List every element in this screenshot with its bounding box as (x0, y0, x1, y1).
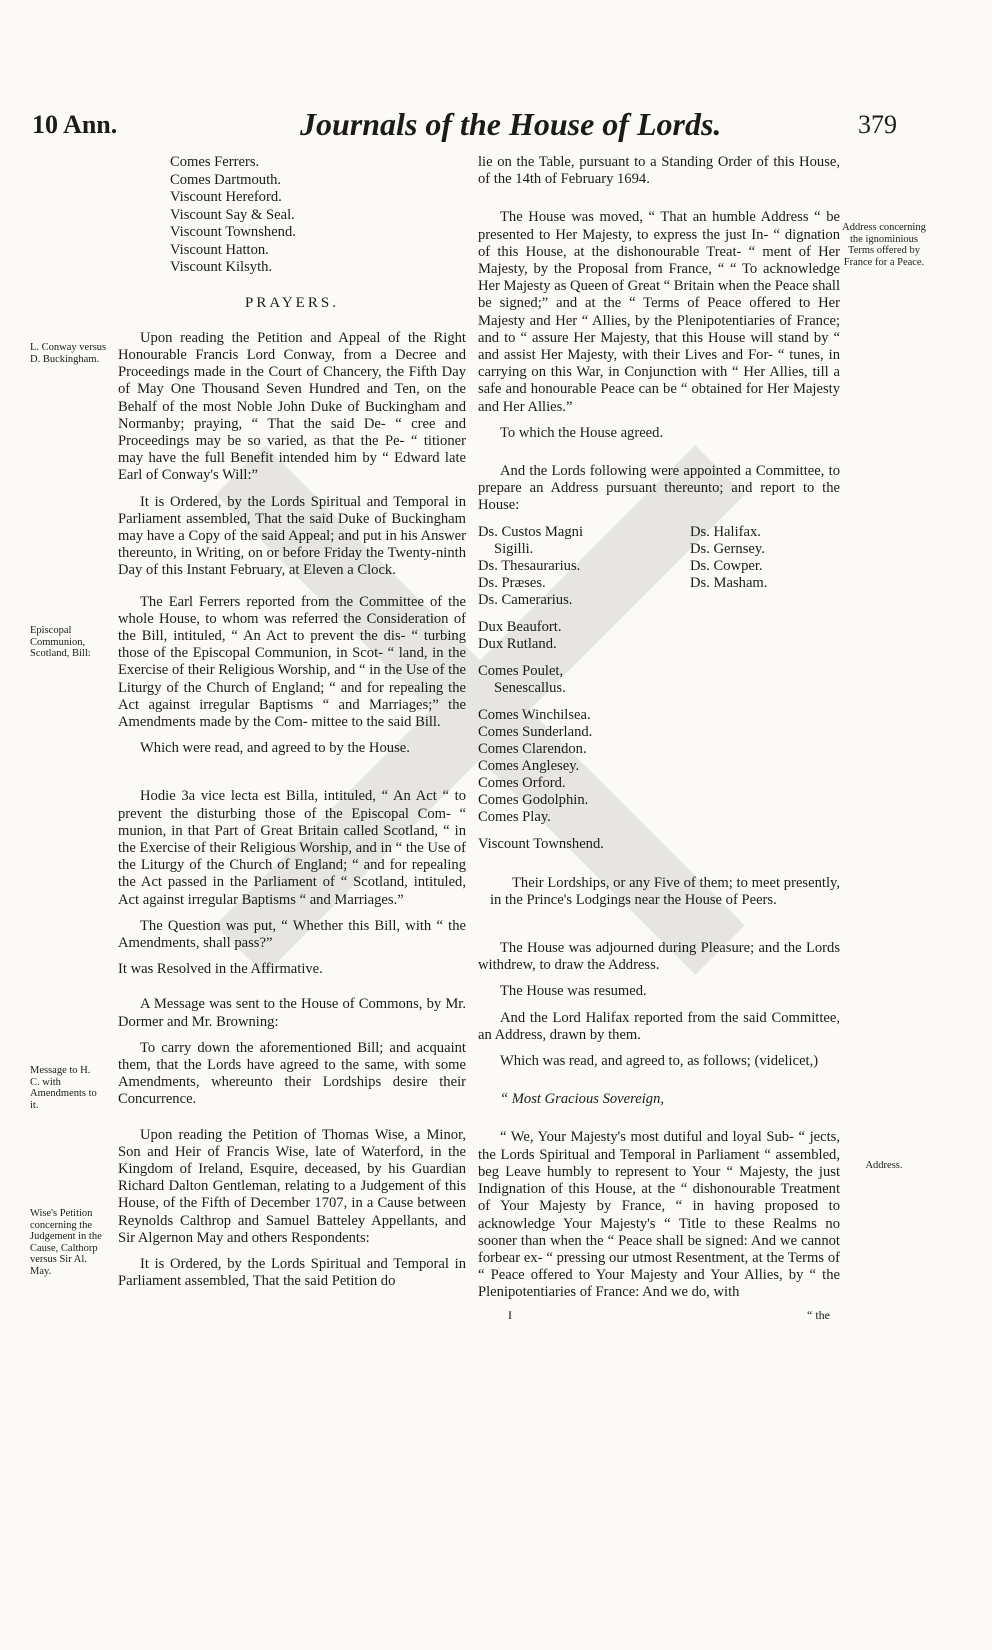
conway-entry (118, 330, 466, 580)
address-read: Which was read, and agreed to, as follows; (videlicet,) (500, 1053, 819, 1070)
committee-member: Comes Poulet, (478, 662, 564, 679)
wise-entry (118, 1127, 466, 1291)
committee-member: Comes Godolphin. (478, 791, 589, 808)
committee-member: Ds. Camerarius. (478, 591, 573, 608)
attendance-name: Comes Ferrers. (170, 154, 260, 170)
reign-header: 10 Ann. (32, 110, 118, 139)
episcopal-resolved: It was Resolved in the Affirmative. (118, 961, 323, 978)
committee-member: Comes Orford. (478, 774, 566, 791)
house-resumed: The House was resumed. (500, 983, 647, 1000)
committee-member: Ds. Custos Magni (478, 523, 584, 540)
committee-member: Ds. Masham. (690, 574, 768, 591)
halifax-reported: And the Lord Halifax reported from the said Committee, an Address, drawn by them. (478, 1009, 840, 1043)
committee-member: Comes Winchilsea. (478, 706, 591, 723)
episcopal-entry (118, 594, 466, 979)
margin-note-wise: Wise's Petition concerning the Judgement in the Cause, Calthorp versus Sir Al. May. (30, 1208, 102, 1277)
episcopal-third-reading: Hodie 3a vice lecta est Billa, intituled, “ An Act “ to prevent the disturbing those of the Episcopal Com- “ munion, in that Part of Great Britain called Scotland, “ in the Exercise of their Religious Worship, and in “ the Use of the Liturgy of the Church of England; “ and for repealing the Act passed in the Parliament of “ Scotland, intituled, Act against irregular Baptisms “ and Marriages.” (118, 788, 466, 908)
left-column (118, 154, 466, 1299)
address-text: “ We, Your Majesty's most dutiful and loyal Sub- “ jects, the Lords Spiritual and Temporal in Parliament “ assembled, beg Leave humbly to represent to Your “ Majesty, the just Indignation of this House, at the “ dishonourable Treatment of Your Majesty by France, “ in having proposed to acknowledge Your Majesty's “ Title to these Realms no sooner than when the “ Peace shall be signed: And we cannot forbear ex- “ pressing our utmost Resentment, at the Terms of “ Peace offered to Your Majesty and Your Allies, by “ the Plenipotentiaries of France: And we do, with (478, 1129, 840, 1301)
page-number: 379 (858, 110, 897, 139)
committee-member: Comes Clarendon. (478, 740, 587, 757)
committee-member: Ds. Halifax. (690, 523, 761, 540)
committee-member: Sigilli. (494, 540, 534, 557)
house-moved: The House was moved, “ That an humble Address “ be presented to Her Majesty, to express the just In- “ dignation of this House, at the dishonourable Treat- “ ment of Her Majesty, by the Proposal from France, “ “ To acknowledge Her Majesty as Queen of Great “ Britain when the Peace shall be signed;” and at the “ Terms of Peace offered to Her Majesty and Her “ Allies, by the Plenipotentiaries of France; and to “ assure Her Majesty, that this House will stand by “ and assist Her Majesty, with their Lives and For- “ tunes, in carrying on this War, in Conjunction with “ Her Allies, till a safe and honourable Peace can be “ obtained for Her Majesty and Her Allies.” (478, 209, 840, 415)
committee-member: Comes Play. (478, 808, 551, 825)
wise-petition: Upon reading the Petition of Thomas Wise, a Minor, Son and Heir of Francis Wise, late of Waterford, in the Kingdom of Ireland, Esquire, deceased, by his Guardian Richard Dalton Gentleman, relating to a Judgement of this House, of the Fifth of December 1707, in a Cause between Reynolds Calthrop and Samuel Batteley Appellants, and Sir Algernon May and others Respondents: (118, 1126, 466, 1246)
margin-note-episcopal: Episcopal Communion, Scotland, Bill: (30, 625, 91, 659)
episcopal-question: The Question was put, “ Whether this Bill, with “ the Amendments, shall pass?” (118, 917, 466, 951)
margin-note-address: Address. (865, 1160, 903, 1171)
lordships-meet: Their Lordships, or any Five of them; to meet presently, in the Prince's Lodgings near the House of Peers. (490, 874, 840, 908)
attendance-name: Viscount Say & Seal. (170, 206, 295, 223)
committee-member: Comes Anglesey. (478, 757, 580, 774)
address-salutation: “ Most Gracious Sovereign, (500, 1091, 665, 1108)
message-sent: A Message was sent to the House of Commons, by Mr. Dormer and Mr. Browning: (118, 996, 466, 1030)
house-adjourned: The House was adjourned during Pleasure; and the Lords withdrew, to draw the Address. (478, 940, 840, 974)
committee-member: Dux Beaufort. (478, 618, 562, 635)
committee-member: Ds. Thesaurarius. (478, 557, 581, 574)
committee-list (478, 524, 840, 853)
right-column (478, 154, 840, 1324)
committee-member: Dux Rutland. (478, 635, 557, 652)
message-entry (118, 996, 466, 1108)
attendance-name: Viscount Kilsyth. (170, 259, 273, 275)
attendance-name: Comes Dartmouth. (170, 171, 282, 188)
attendance-name: Viscount Hereford. (170, 189, 282, 205)
table-order-continued: lie on the Table, pursuant to a Standing Order of this House, of the 14th of February 1694. (478, 154, 840, 188)
committee-member: Senescallus. (494, 679, 566, 696)
episcopal-report: The Earl Ferrers reported from the Committee of the whole House, to whom was referred the Consideration of the Bill, intituled, “ An Act to prevent the dis- “ turbing those of the Episcopal Communion, in Scot- “ land, in the Exercise of their Religious Worship, and “ in the Use of the Liturgy of the Church of England; “ and for repealing the Act against irregular Baptisms “ and Marriages;” the Amendments made by the Com- mittee to the said Bill. (118, 593, 466, 730)
committee-member: Ds. Præses. (478, 574, 546, 591)
margin-note-address-terms: Address concerning the ignominious Terms offered by France for a Peace. (842, 222, 926, 268)
page-title: Journals of the House of Lords. (300, 106, 722, 142)
committee-member: Ds. Gernsey. (690, 540, 765, 557)
prayers-heading: PRAYERS. (245, 294, 339, 311)
committee-member: Viscount Townshend. (478, 835, 604, 852)
margin-note-conway: L. Conway versus D. Buckingham. (30, 342, 107, 365)
margin-note-message: Message to H. C. with Amendments to it. (30, 1065, 97, 1111)
attendance-name: Viscount Townshend. (170, 224, 296, 240)
conway-petition: Upon reading the Petition and Appeal of the Right Honourable Francis Lord Conway, from a Decree and Proceedings made in the Court of Chancery, the Fifth Day of May One Thousand Seven Hundred and Ten, on the Behalf of the most Noble John Duke of Buckingham and Normanby; praying, “ That the said De- “ cree and Proceedings may be so varied, as that the Pe- “ titioner may have the full Benefit intended him by “ Edward late Earl of Conway's Will:” (118, 329, 466, 484)
wise-order: It is Ordered, by the Lords Spiritual and Temporal in Parliament assembled, That the said Petition do (118, 1256, 466, 1290)
committee-appointed: And the Lords following were appointed a Committee, to prepare an Address pursuant thereunto; and report to the House: (478, 463, 840, 514)
house-agreed: To which the House agreed. (500, 424, 664, 441)
catchword: “ the (807, 1307, 830, 1322)
committee-column-2 (690, 524, 840, 853)
message-carry: To carry down the aforementioned Bill; and acquaint them, that the Lords have agreed to the same, with some Amendments, whereunto their Lordships desire their Concurrence. (118, 1039, 466, 1108)
attendance-name: Viscount Hatton. (170, 241, 269, 258)
committee-member: Comes Sunderland. (478, 723, 593, 740)
committee-member: Ds. Cowper. (690, 557, 763, 574)
attendance-list (170, 154, 466, 277)
signature-mark: I (508, 1307, 512, 1322)
episcopal-agreed: Which were read, and agreed to by the House. (140, 740, 410, 757)
conway-order: It is Ordered, by the Lords Spiritual and Temporal in Parliament assembled, That the said Duke of Buckingham may have a Copy of the said Appeal; and put in his Answer thereunto, in Writing, on or before Friday the Twenty-ninth Day of this Instant February, at Eleven a Clock. (118, 493, 466, 579)
committee-column-1 (478, 524, 678, 853)
